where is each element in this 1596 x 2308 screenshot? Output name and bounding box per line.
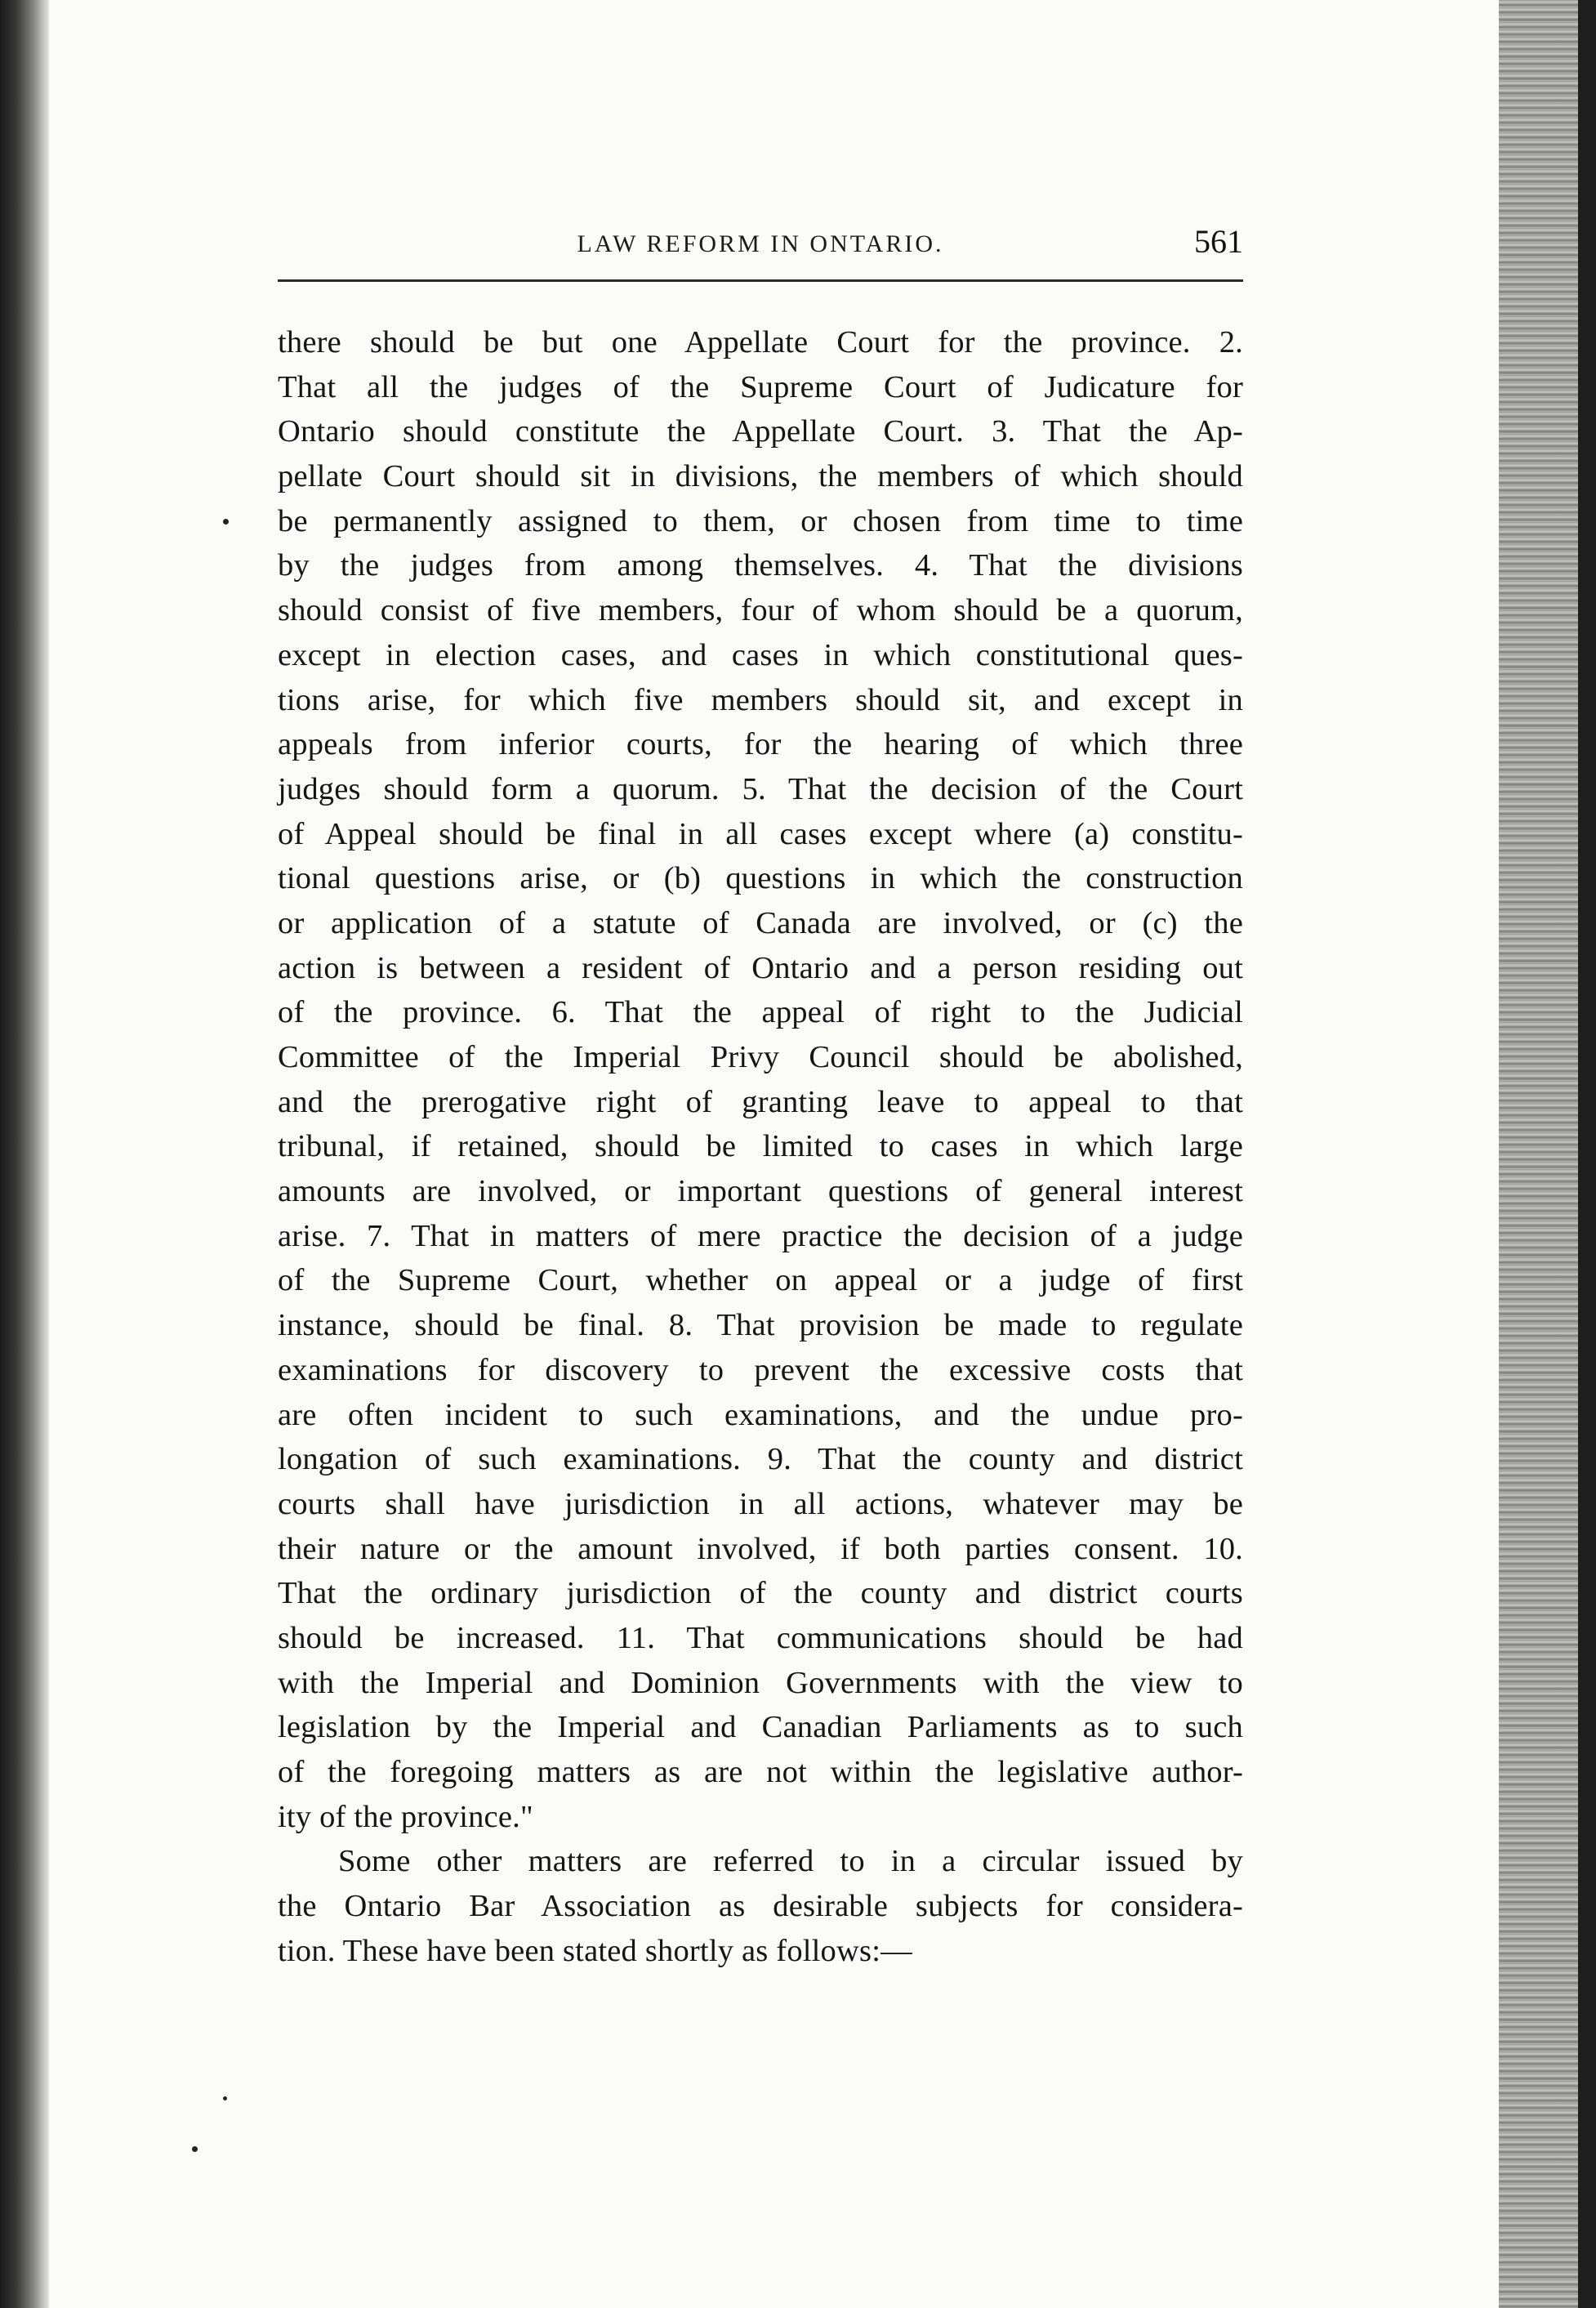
text-line: and the prerogative right of granting leave to appeal to that bbox=[278, 1084, 1243, 1119]
text-line: That all the judges of the Supreme Court of Judicature for bbox=[278, 369, 1243, 404]
page-number: 561 bbox=[1194, 223, 1243, 260]
text-line: Ontario should constitute the Appellate Court. 3. That the Ap- bbox=[278, 414, 1243, 449]
text-line: judges should form a quorum. 5. That the decision of the Court bbox=[278, 771, 1243, 806]
text-line: there should be but one Appellate Court for the province. 2. bbox=[278, 325, 1243, 359]
scan-left-edge bbox=[0, 0, 49, 2308]
text-line: action is between a resident of Ontario and a person residing out bbox=[278, 950, 1243, 985]
text-line: legislation by the Imperial and Canadian Parliaments as to such bbox=[278, 1710, 1243, 1745]
text-line: except in election cases, and cases in which constitutional ques- bbox=[278, 637, 1243, 672]
text-line: tribunal, if retained, should be limited to cases in which large bbox=[278, 1129, 1243, 1164]
header-rule bbox=[278, 279, 1243, 282]
scan-speck bbox=[223, 519, 229, 525]
text-line: their nature or the amount involved, if both parties consent. 10. bbox=[278, 1531, 1243, 1566]
text-line: That the ordinary jurisdiction of the county and district courts bbox=[278, 1576, 1243, 1611]
text-line: tional questions arise, or (b) questions in which the construction bbox=[278, 861, 1243, 896]
text-line: examinations for discovery to prevent the excessive costs that bbox=[278, 1352, 1243, 1387]
text-line: by the judges from among themselves. 4. That the divisions bbox=[278, 548, 1243, 583]
text-line: longation of such examinations. 9. That the county and district bbox=[278, 1442, 1243, 1477]
text-line: tions arise, for which five members should sit, and except in bbox=[278, 682, 1243, 717]
text-line: of the Supreme Court, whether on appeal or a judge of first bbox=[278, 1263, 1243, 1298]
scan-right-edge bbox=[1499, 0, 1596, 2308]
text-line: be permanently assigned to them, or chosen from time to time bbox=[278, 503, 1243, 538]
text-line: tion. These have been stated shortly as follows:— bbox=[278, 1933, 912, 1968]
text-line: with the Imperial and Dominion Governments with the view to bbox=[278, 1665, 1243, 1700]
text-line: pellate Court should sit in divisions, the members of which should bbox=[278, 459, 1243, 494]
text-line: of the province. 6. That the appeal of right to the Judicial bbox=[278, 995, 1243, 1030]
text-line: instance, should be final. 8. That provision be made to regulate bbox=[278, 1308, 1243, 1343]
text-line: the Ontario Bar Association as desirable subjects for considera- bbox=[278, 1889, 1243, 1924]
running-head bbox=[278, 222, 1243, 271]
body-text bbox=[278, 320, 1243, 1973]
text-line: should consist of five members, four of whom should be a quorum, bbox=[278, 593, 1243, 628]
text-line: amounts are involved, or important questions of general interest bbox=[278, 1174, 1243, 1209]
text-line: Some other matters are referred to in a circular issued by bbox=[338, 1844, 1243, 1879]
scan-speck bbox=[192, 2146, 198, 2152]
running-title: LAW REFORM IN ONTARIO. bbox=[577, 230, 944, 257]
text-line: arise. 7. That in matters of mere practice the decision of a judge bbox=[278, 1218, 1243, 1253]
text-line: ity of the province." bbox=[278, 1799, 533, 1834]
text-line: should be increased. 11. That communications should be had bbox=[278, 1620, 1243, 1655]
text-line: of Appeal should be final in all cases except where (a) constitu- bbox=[278, 816, 1243, 851]
scan-speck bbox=[223, 2096, 227, 2100]
text-line: Committee of the Imperial Privy Council should be abolished, bbox=[278, 1040, 1243, 1074]
text-line: courts shall have jurisdiction in all actions, whatever may be bbox=[278, 1486, 1243, 1521]
text-line: or application of a statute of Canada are involved, or (c) the bbox=[278, 905, 1243, 940]
text-line: appeals from inferior courts, for the hearing of which three bbox=[278, 727, 1243, 762]
text-line: of the foregoing matters as are not within the legislative author- bbox=[278, 1755, 1243, 1789]
text-line: are often incident to such examinations, and the undue pro- bbox=[278, 1397, 1243, 1432]
